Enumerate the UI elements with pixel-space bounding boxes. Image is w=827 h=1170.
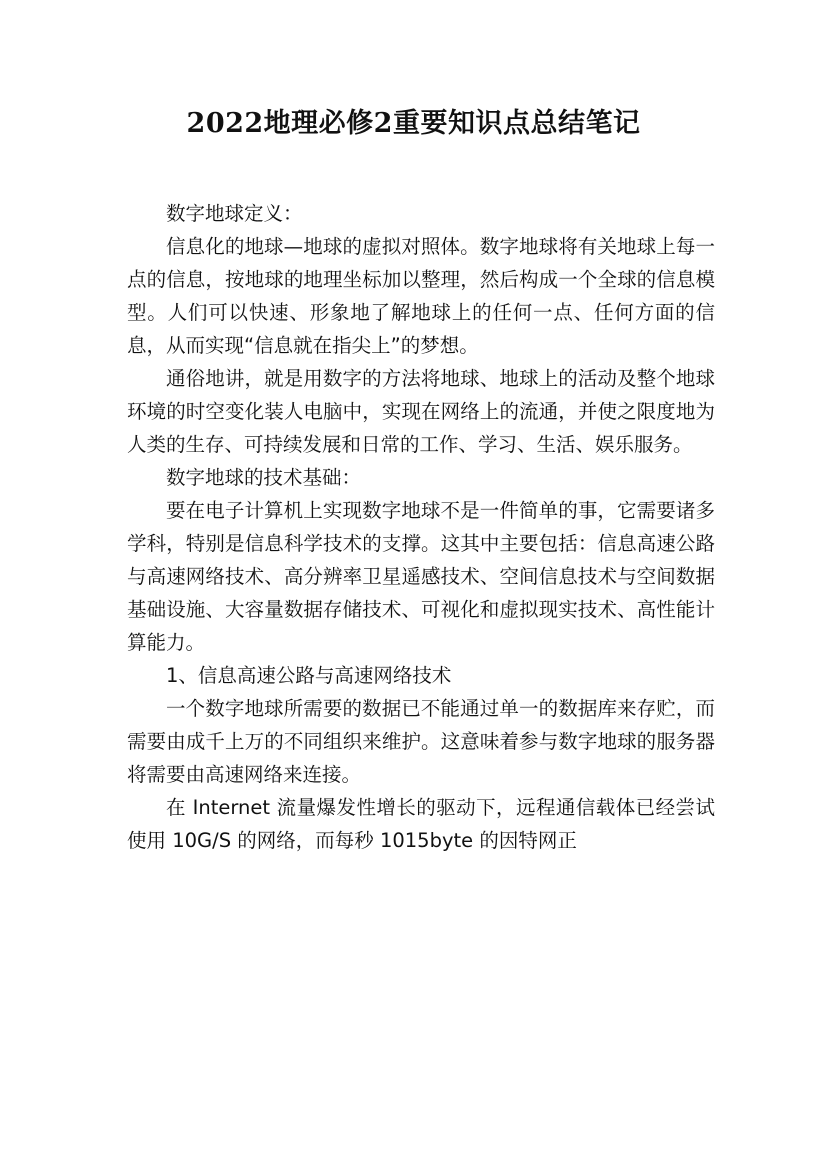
paragraph-digital-earth-definition-heading: 数字地球定义： [166,202,303,225]
paragraph-technical-basis: 要在电子计算机上实现数字地球不是一件简单的事，它需要诸多学科，特别是信息科学技术的支撑。这其中主要包括：信息高速公路与高速网络技术、高分辨率卫星遥感技术、空间信息技术与空间数据基础设施、大容量数据存储技术、可视化和虚拟现实技术、高性能计算能力。 [127,499,715,654]
paragraph-internet-growth: 在 Internet 流量爆发性增长的驱动下，远程通信载体已经尝试使用 10G/S 的网络，而每秒 1015byte 的因特网正 [127,796,715,852]
paragraph-database-servers: 一个数字地球所需要的数据已不能通过单一的数据库来存贮，而需要由成千上万的不同组织来维护。这意味着参与数字地球的服务器将需要由高速网络来连接。 [127,697,715,786]
paragraph-section-1-heading: 1、信息高速公路与高速网络技术 [166,664,452,687]
paragraph-technical-basis-heading: 数字地球的技术基础： [166,466,362,489]
paragraph-plain-explanation: 通俗地讲，就是用数字的方法将地球、地球上的活动及整个地球环境的时空变化装人电脑中，实现在网络上的流通，并使之限度地为人类的生存、可持续发展和日常的工作、学习、生活、娱乐服务。 [127,367,715,456]
document-title: 2022地理必修2重要知识点总结笔记 [186,108,641,139]
paragraph-digital-earth-definition: 信息化的地球—地球的虚拟对照体。数字地球将有关地球上每一点的信息，按地球的地理坐标加以整理，然后构成一个全球的信息模型。人们可以快速、形象地了解地球上的任何一点、任何方面的信息，从而实现“信息就在指尖上”的梦想。 [127,235,715,357]
document-body [127,197,715,857]
